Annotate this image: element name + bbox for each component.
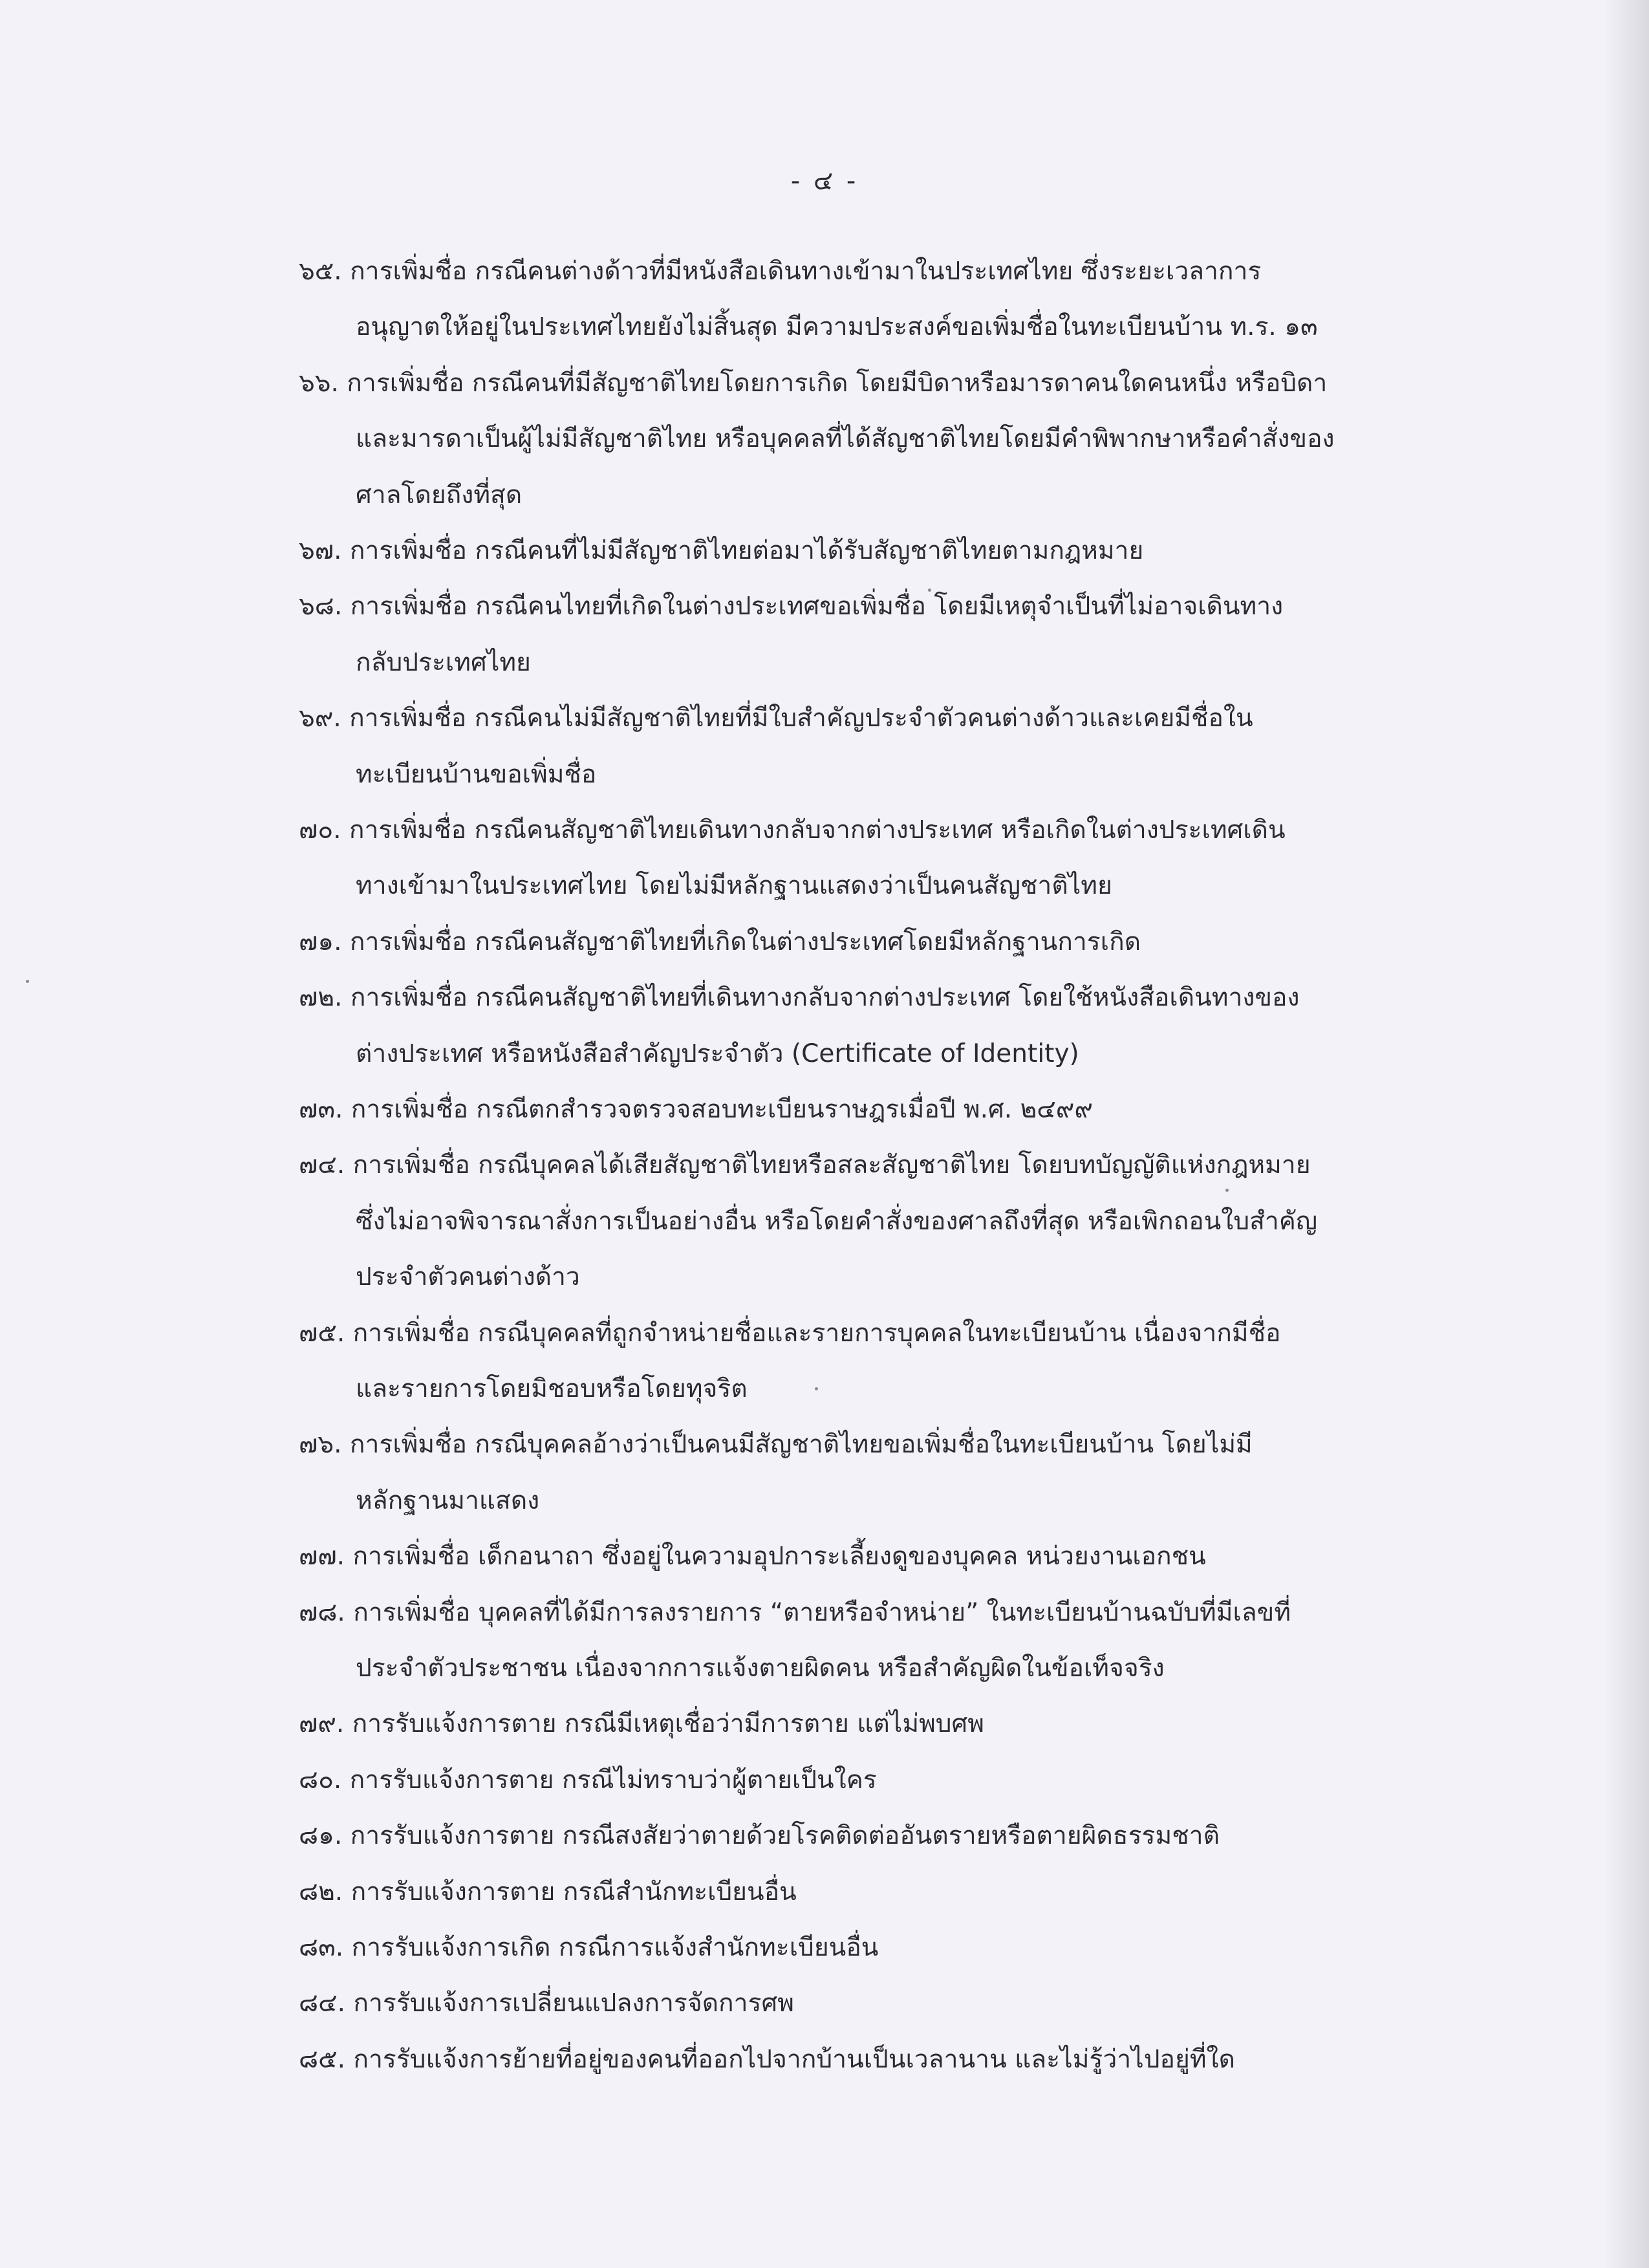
item-continuation-line: ประจำตัวประชาชน เนื่องจากการแจ้งตายผิดคน หรือสำคัญผิดในข้อเท็จจริง: [356, 1654, 1165, 1683]
scan-speck: [1225, 1189, 1229, 1192]
item-continuation-line: ซึ่งไม่อาจพิจารณาสั่งการเป็นอย่างอื่น หรือโดยคำสั่งของศาลถึงที่สุด หรือเพิกถอนใบสำคัญ: [356, 1206, 1318, 1236]
item-first-line: ๖๕. การเพิ่มชื่อ กรณีคนต่างด้าวที่มีหนังสือเดินทางเข้ามาในประเทศไทย ซึ่งระยะเวลาการ: [299, 257, 1262, 286]
scan-speck: [26, 980, 29, 983]
item-first-line: ๖๘. การเพิ่มชื่อ กรณีคนไทยที่เกิดในต่างประเทศขอเพิ่มชื่อ โดยมีเหตุจำเป็นที่ไม่อาจเดินทาง: [299, 592, 1284, 621]
item-first-line: ๗๓. การเพิ่มชื่อ กรณีตกสำรวจตรวจสอบทะเบียนราษฎรเมื่อปี พ.ศ. ๒๔๙๙: [299, 1095, 1093, 1124]
item-continuation-line: และมารดาเป็นผู้ไม่มีสัญชาติไทย หรือบุคคลที่ได้สัญชาติไทยโดยมีคำพิพากษาหรือคำสั่งของ: [356, 424, 1335, 454]
item-continuation-line: ทะเบียนบ้านขอเพิ่มชื่อ: [356, 759, 597, 789]
item-continuation-line: ต่างประเทศ หรือหนังสือสำคัญประจำตัว (Certificate of Identity): [356, 1039, 1079, 1068]
item-first-line: ๖๗. การเพิ่มชื่อ กรณีคนที่ไม่มีสัญชาติไทยต่อมาได้รับสัญชาติไทยตามกฎหมาย: [299, 536, 1144, 565]
item-continuation-line: และรายการโดยมิชอบหรือโดยทุจริต: [356, 1374, 748, 1403]
item-first-line: ๗๑. การเพิ่มชื่อ กรณีคนสัญชาติไทยที่เกิดในต่างประเทศโดยมีหลักฐานการเกิด: [299, 927, 1141, 956]
item-first-line: ๘๕. การรับแจ้งการย้ายที่อยู่ของคนที่ออกไปจากบ้านเป็นเวลานาน และไม่รู้ว่าไปอยู่ที่ใด: [299, 2044, 1235, 2074]
item-first-line: ๗๒. การเพิ่มชื่อ กรณีคนสัญชาติไทยที่เดินทางกลับจากต่างประเทศ โดยใช้หนังสือเดินทางของ: [299, 983, 1300, 1013]
page-edge-shadow: [1604, 0, 1649, 2268]
item-continuation-line: ศาลโดยถึงที่สุด: [356, 480, 523, 510]
scan-speck: [815, 1387, 818, 1390]
item-first-line: ๘๐. การรับแจ้งการตาย กรณีไม่ทราบว่าผู้ตายเป็นใคร: [299, 1765, 877, 1795]
item-first-line: ๘๔. การรับแจ้งการเปลี่ยนแปลงการจัดการศพ: [299, 1989, 794, 2018]
scan-speck: [928, 589, 931, 592]
item-first-line: ๖๙. การเพิ่มชื่อ กรณีคนไม่มีสัญชาติไทยที่มีใบสำคัญประจำตัวคนต่างด้าวและเคยมีชื่อใน: [299, 704, 1253, 733]
item-first-line: ๗๘. การเพิ่มชื่อ บุคคลที่ได้มีการลงรายการ “ตายหรือจำหน่าย” ในทะเบียนบ้านฉบับที่มีเลขที่: [299, 1597, 1291, 1627]
item-continuation-line: ประจำตัวคนต่างด้าว: [356, 1262, 580, 1292]
item-first-line: ๗๖. การเพิ่มชื่อ กรณีบุคคลอ้างว่าเป็นคนมีสัญชาติไทยขอเพิ่มชื่อในทะเบียนบ้าน โดยไม่มี: [299, 1430, 1253, 1460]
item-first-line: ๘๑. การรับแจ้งการตาย กรณีสงสัยว่าตายด้วยโรคติดต่ออันตรายหรือตายผิดธรรมชาติ: [299, 1821, 1220, 1851]
item-first-line: ๗๗. การเพิ่มชื่อ เด็กอนาถา ซึ่งอยู่ในความอุปการะเลี้ยงดูของบุคคล หน่วยงานเอกชน: [299, 1542, 1206, 1571]
item-first-line: ๗๐. การเพิ่มชื่อ กรณีคนสัญชาติไทยเดินทางกลับจากต่างประเทศ หรือเกิดในต่างประเทศเดิน: [299, 815, 1286, 845]
item-first-line: ๘๓. การรับแจ้งการเกิด กรณีการแจ้งสำนักทะเบียนอื่น: [299, 1933, 879, 1962]
item-first-line: ๗๔. การเพิ่มชื่อ กรณีบุคคลได้เสียสัญชาติไทยหรือสละสัญชาติไทย โดยบทบัญญัติแห่งกฎหมาย: [299, 1150, 1311, 1180]
item-continuation-line: อนุญาตให้อยู่ในประเทศไทยยังไม่สิ้นสุด มีความประสงค์ขอเพิ่มชื่อในทะเบียนบ้าน ท.ร. ๑๓: [356, 312, 1318, 342]
page-number: - ๔ -: [790, 166, 859, 196]
item-continuation-line: หลักฐานมาแสดง: [356, 1485, 540, 1515]
item-first-line: ๖๖. การเพิ่มชื่อ กรณีคนที่มีสัญชาติไทยโดยการเกิด โดยมีบิดาหรือมารดาคนใดคนหนึ่ง หรือบิดา: [299, 368, 1328, 398]
item-first-line: ๗๙. การรับแจ้งการตาย กรณีมีเหตุเชื่อว่ามีการตาย แต่ไม่พบศพ: [299, 1709, 985, 1739]
item-first-line: ๗๕. การเพิ่มชื่อ กรณีบุคคลที่ถูกจำหน่ายชื่อและรายการบุคคลในทะเบียนบ้าน เนื่องจากมีชื่อ: [299, 1318, 1281, 1348]
item-continuation-line: ทางเข้ามาในประเทศไทย โดยไม่มีหลักฐานแสดงว่าเป็นคนสัญชาติไทย: [356, 871, 1112, 901]
item-continuation-line: กลับประเทศไทย: [356, 647, 531, 677]
item-first-line: ๘๒. การรับแจ้งการตาย กรณีสำนักทะเบียนอื่น: [299, 1877, 797, 1906]
